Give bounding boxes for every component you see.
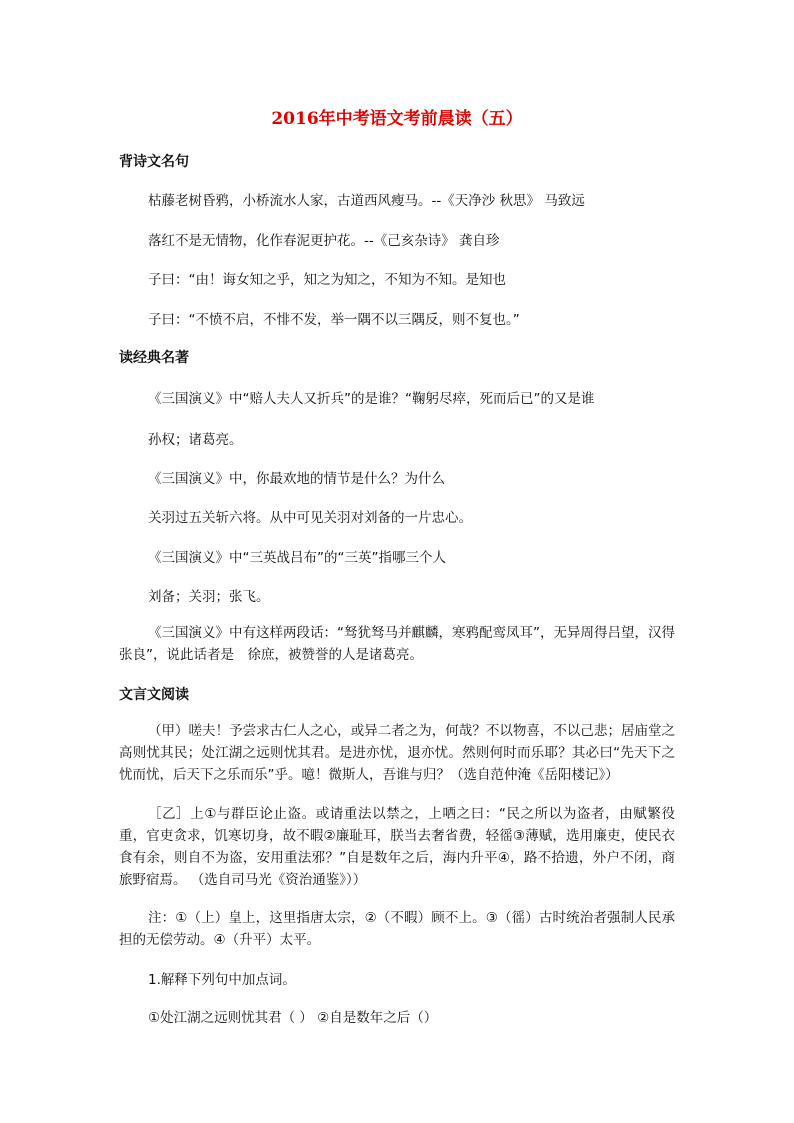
passage-a: （甲）嗟夫！予尝求古仁人之心，或异二者之为，何哉？不以物喜，不以己悲；居庙堂之高则忧其民；处江湖之远则忧其君。是进亦忧，退亦忧。然则何时而乐耶？其必曰“先天下之忧而忧，后天下之乐而乐”乎。噫！微斯人，吾谁与归？（选自范仲淹《岳阳楼记》） bbox=[119, 723, 675, 783]
section-heading-classical: 文言文阅读 bbox=[119, 687, 189, 703]
classics-line: 《三国演义》中“赔人夫人又折兵”的是谁？“鞠躬尽瘁，死而后已”的又是谁 bbox=[148, 391, 595, 407]
poem-line: 子曰：“不愤不启，不悱不发，举一隅不以三隅反，则不复也。” bbox=[148, 312, 520, 328]
classics-line: 刘备；关羽；张飞。 bbox=[148, 589, 270, 605]
notes-paragraph: 注：①（上）皇上，这里指唐太宗，②（不暇）顾不上。③（徭）古时统治者强制人民承担的无偿劳动。④（升平）太平。 bbox=[119, 910, 675, 948]
question-prompt: 1.解释下列句中加点词。 bbox=[148, 972, 296, 988]
classics-line: 孙权；诸葛亮。 bbox=[148, 432, 243, 448]
section-heading-classics: 读经典名著 bbox=[119, 350, 189, 366]
poem-line: 落红不是无情物，化作春泥更护花。--《己亥杂诗》 龚自珍 bbox=[148, 233, 500, 249]
section-heading-poems: 背诗文名句 bbox=[119, 154, 189, 170]
classics-line: 关羽过五关斩六将。从中可见关羽对刘备的一片忠心。 bbox=[148, 510, 472, 526]
document-title: 2016年中考语文考前晨读（五） bbox=[271, 109, 523, 129]
poem-line: 子曰：“由！诲女知之乎，知之为知之，不知为不知。是知也 bbox=[148, 272, 506, 288]
classics-paragraph: 《三国演义》中有这样两段话：“驽犹驽马并麒麟，寒鸦配鸾凤耳”，无异周得吕望，汉得张良”，说此话者是 徐庶，被赞誉的人是诸葛亮。 bbox=[119, 625, 675, 663]
poem-line: 枯藤老树昏鸦，小桥流水人家，古道西风瘦马。--《天净沙 秋思》 马致远 bbox=[148, 193, 585, 209]
classics-line: 《三国演义》中“三英战吕布”的“三英”指哪三个人 bbox=[148, 550, 446, 566]
passage-b: ［乙］上①与群臣论止盗。或请重法以禁之，上哂之曰：“民之所以为盗者，由赋繁役重，官吏贪求，饥寒切身，故不暇②廉耻耳，朕当去奢省费，轻徭③薄赋，选用廉吏，使民衣食有余，则自不为盗，安用重法邪？”自是数年之后，海内升平④，路不拾遗，外户不闭，商旅野宿焉。 （选自司马光《资治通鉴》）） bbox=[119, 806, 675, 888]
classics-line: 《三国演义》中，你最欢地的情节是什么？为什么 bbox=[148, 471, 445, 487]
question-items: ①处江湖之远则忧其君（ ） ②自是数年之后（） bbox=[148, 1010, 438, 1026]
